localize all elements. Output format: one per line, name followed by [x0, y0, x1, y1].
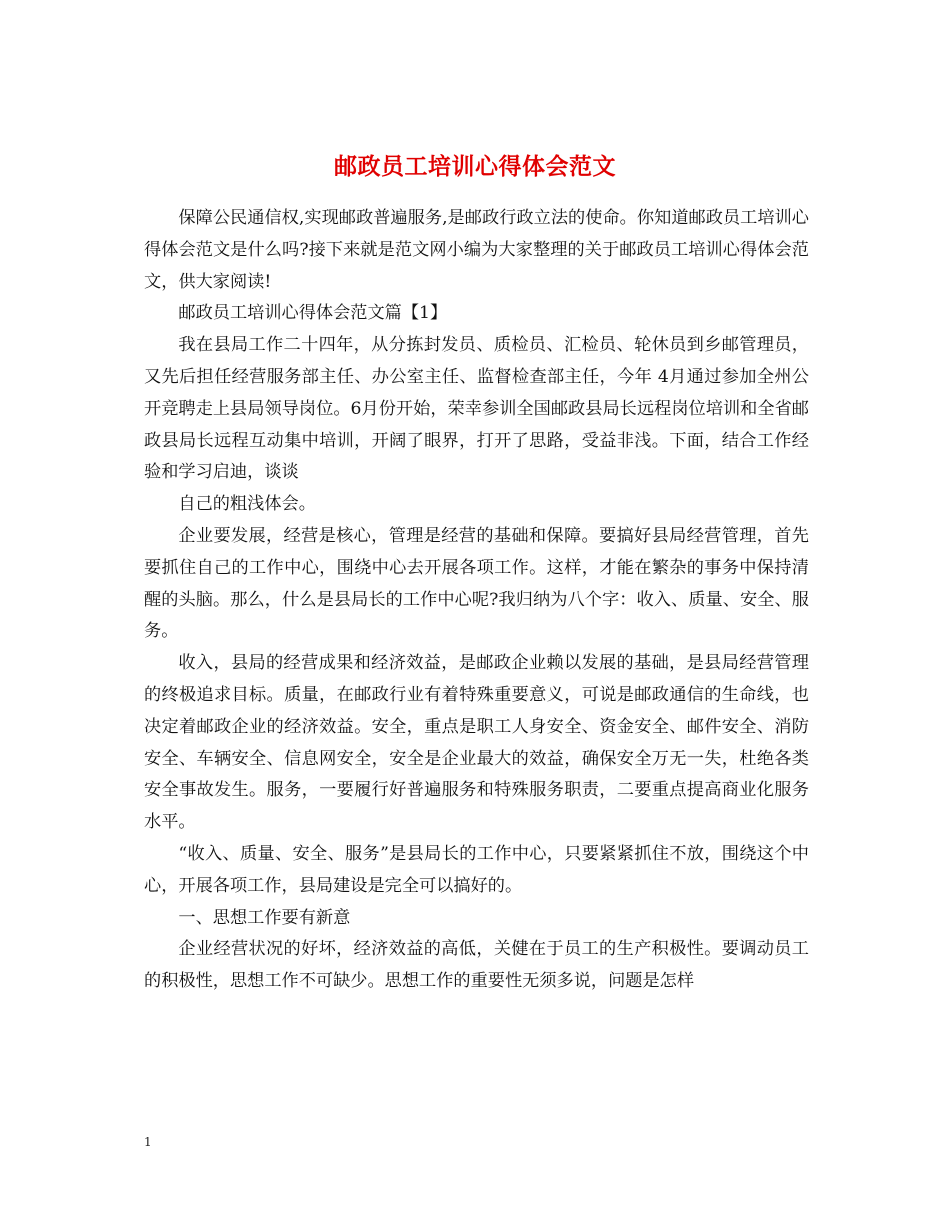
document-title: 邮政员工培训心得体会范文 — [334, 153, 616, 181]
paragraph-experience-continued: 自己的粗浅体会。 — [178, 494, 316, 515]
paragraph-intro: 保障公民通信权,实现邮政普遍服务,是邮政行政立法的使命。你知道邮政员工培训心得体会范文是什么吗?接下来就是范文网小编为大家整理的关于邮政员工培训心得体会范文，供大家阅读! — [144, 208, 809, 292]
document-body — [144, 203, 809, 998]
paragraph-summary: “收入、质量、安全、服务”是县局长的工作中心，只要紧紧抓住不放，围绕这个中心，开展各项工作，县局建设是完全可以搞好的。 — [144, 843, 809, 896]
paragraph-ideology-work: 企业经营状况的好坏，经济效益的高低，关健在于员工的生产积极性。要调动员工的积极性，思想工作不可缺少。思想工作的重要性无须多说，问题是怎样 — [144, 939, 809, 992]
paragraph-four-elements: 收入，县局的经营成果和经济效益，是邮政企业赖以发展的基础，是县局经营管理的终极追求目标。质量，在邮政行业有着特殊重要意义，可说是邮政通信的生命线，也决定着邮政企业的经济效益。安全，重点是职工人身安全、资金安全、邮件安全、消防安全、车辆安全、信息网安全，安全是企业最大的效益，确保安全万无一失，杜绝各类安全事故发生。服务，一要履行好普遍服务和特殊服务职责，二要重点提高商业化服务水平。 — [144, 653, 809, 833]
paragraph-work-center: 企业要发展，经营是核心，管理是经营的基础和保障。要搞好县局经营管理，首先要抓住自己的工作中心，围绕中心去开展各项工作。这样，才能在繁杂的事务中保持清醒的头脑。那么，什么是县局长的工作中心呢?我归纳为八个字：收入、质量、安全、服务。 — [144, 525, 809, 642]
paragraph-experience: 我在县局工作二十四年，从分拣封发员、质检员、汇检员、轮休员到乡邮管理员，又先后担任经营服务部主任、办公室主任、监督检查部主任，今年 4月通过参加全州公开竞聘走上县局领导岗位。6月份开始，荣幸参训全国邮政县局长远程岗位培训和全省邮政县局长远程互动集中培训，开阔了眼界，打开了思路，受益非浅。下面，结合工作经验和学习启迪，谈谈 — [144, 335, 809, 483]
page-number: 1 — [144, 1135, 152, 1149]
paragraph-subheading-ideology: 一、思想工作要有新意 — [178, 907, 351, 928]
paragraph-section-heading: 邮政员工培训心得体会范文篇【1】 — [178, 303, 448, 324]
